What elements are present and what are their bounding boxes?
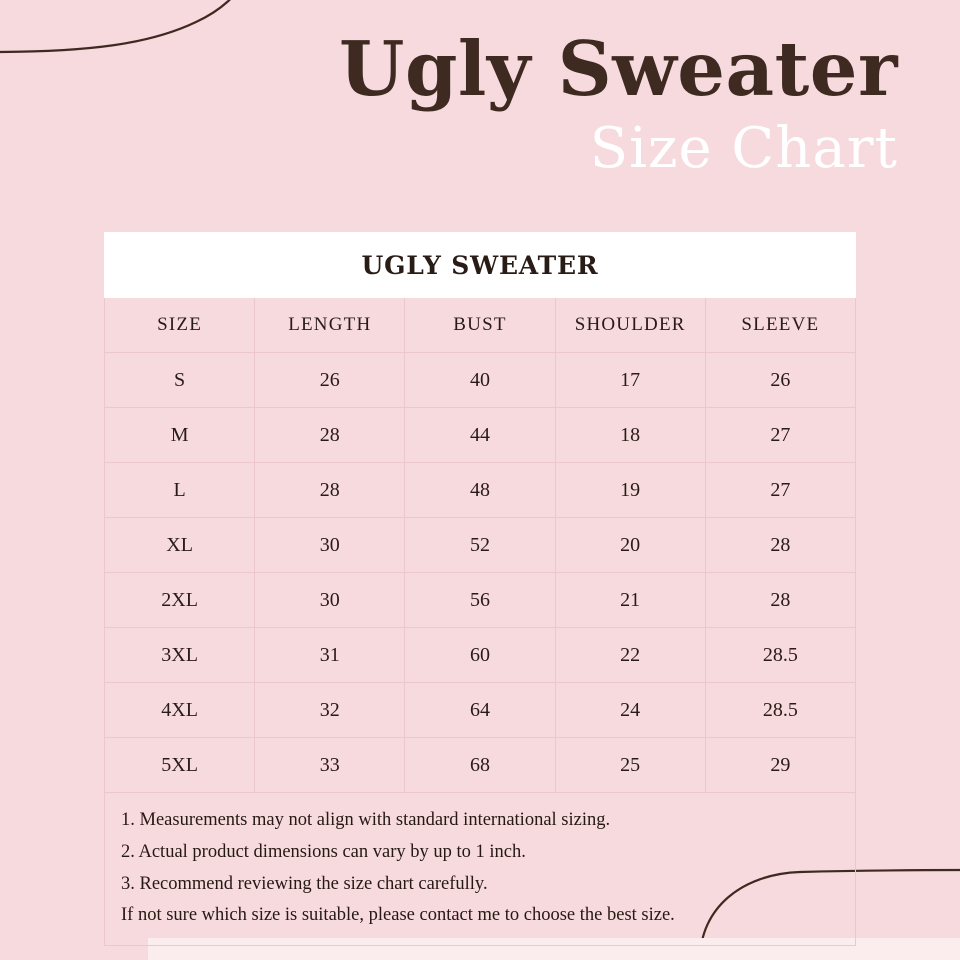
table-row bbox=[105, 738, 856, 793]
cell-size: XL bbox=[105, 518, 255, 573]
cell-size: S bbox=[105, 353, 255, 408]
cell-bust: 44 bbox=[405, 408, 555, 463]
cell-size: M bbox=[105, 408, 255, 463]
table-row bbox=[105, 683, 856, 738]
cell-length: 32 bbox=[255, 683, 405, 738]
cell-bust: 52 bbox=[405, 518, 555, 573]
cell-length: 28 bbox=[255, 463, 405, 518]
note-line: 2. Actual product dimensions can vary by up to 1 inch. bbox=[121, 841, 526, 862]
table-row bbox=[105, 518, 856, 573]
cell-sleeve: 28.5 bbox=[705, 628, 855, 683]
cell-size: 2XL bbox=[105, 573, 255, 628]
note-line: 1. Measurements may not align with standard international sizing. bbox=[121, 810, 611, 830]
column-header-shoulder: SHOULDER bbox=[555, 298, 705, 353]
column-header-size: SIZE bbox=[105, 298, 255, 353]
cell-sleeve: 27 bbox=[705, 463, 855, 518]
cell-shoulder: 20 bbox=[555, 518, 705, 573]
page-title: Ugly Sweater bbox=[339, 25, 898, 113]
size-chart-table bbox=[104, 232, 856, 793]
column-header-length: LENGTH bbox=[255, 298, 405, 353]
cell-sleeve: 28.5 bbox=[705, 683, 855, 738]
table-row bbox=[105, 463, 856, 518]
cell-bust: 48 bbox=[405, 463, 555, 518]
cell-length: 30 bbox=[255, 518, 405, 573]
table-row bbox=[105, 353, 856, 408]
table-header-row bbox=[105, 298, 856, 353]
note-line: If not sure which size is suitable, please contact me to choose the best size. bbox=[121, 905, 675, 926]
cell-shoulder: 22 bbox=[555, 628, 705, 683]
cell-bust: 40 bbox=[405, 353, 555, 408]
page-header bbox=[0, 25, 960, 181]
cell-sleeve: 29 bbox=[705, 738, 855, 793]
cell-bust: 64 bbox=[405, 683, 555, 738]
table-banner: UGLY SWEATER bbox=[105, 233, 856, 298]
cell-bust: 60 bbox=[405, 628, 555, 683]
table-row bbox=[105, 408, 856, 463]
column-header-sleeve: SLEEVE bbox=[705, 298, 855, 353]
cell-bust: 68 bbox=[405, 738, 555, 793]
note-line: 3. Recommend reviewing the size chart carefully. bbox=[121, 873, 488, 894]
cell-shoulder: 17 bbox=[555, 353, 705, 408]
table-row bbox=[105, 573, 856, 628]
cell-size: 4XL bbox=[105, 683, 255, 738]
column-header-bust: BUST bbox=[405, 298, 555, 353]
cell-size: 3XL bbox=[105, 628, 255, 683]
cell-size: L bbox=[105, 463, 255, 518]
cell-sleeve: 28 bbox=[705, 573, 855, 628]
table-row bbox=[105, 628, 856, 683]
cell-length: 26 bbox=[255, 353, 405, 408]
cell-sleeve: 28 bbox=[705, 518, 855, 573]
table-banner-row bbox=[105, 233, 856, 298]
cell-length: 31 bbox=[255, 628, 405, 683]
page-subtitle: Size Chart bbox=[589, 115, 898, 181]
cell-shoulder: 21 bbox=[555, 573, 705, 628]
cell-shoulder: 19 bbox=[555, 463, 705, 518]
cell-length: 33 bbox=[255, 738, 405, 793]
cell-length: 28 bbox=[255, 408, 405, 463]
cell-shoulder: 25 bbox=[555, 738, 705, 793]
cell-sleeve: 27 bbox=[705, 408, 855, 463]
notes-section bbox=[104, 793, 856, 946]
cell-shoulder: 24 bbox=[555, 683, 705, 738]
cell-shoulder: 18 bbox=[555, 408, 705, 463]
cell-length: 30 bbox=[255, 573, 405, 628]
cell-sleeve: 26 bbox=[705, 353, 855, 408]
cell-bust: 56 bbox=[405, 573, 555, 628]
size-chart-container bbox=[104, 232, 856, 946]
cell-size: 5XL bbox=[105, 738, 255, 793]
